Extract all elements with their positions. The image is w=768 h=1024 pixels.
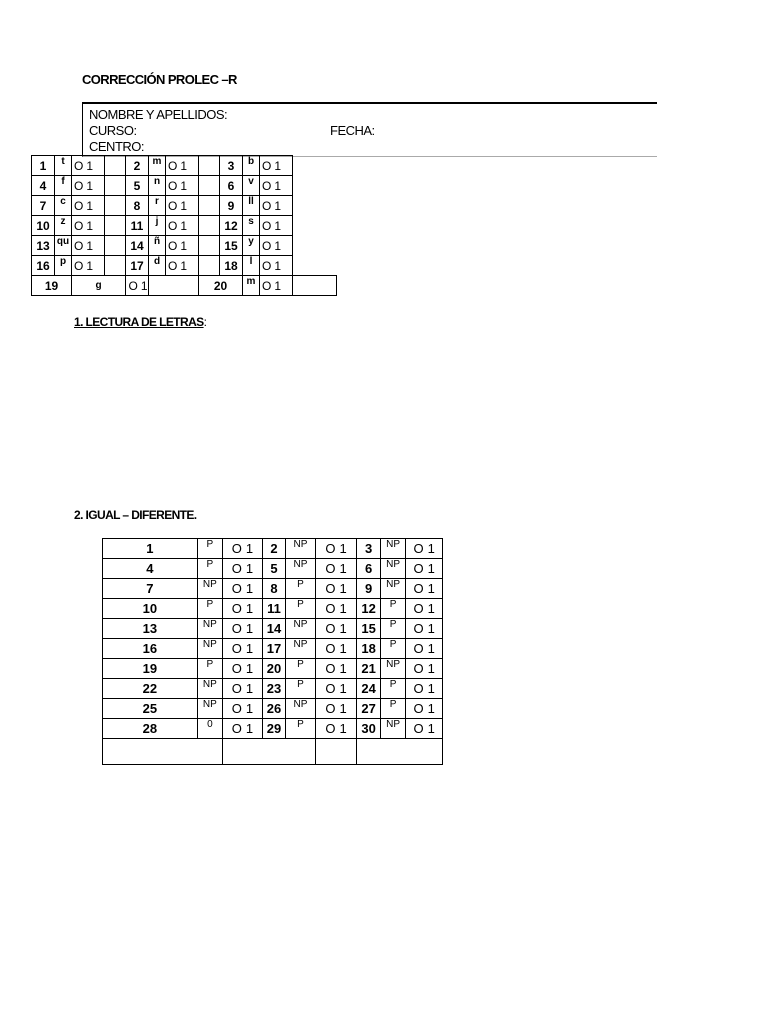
item-number: 4 (103, 559, 198, 579)
score-one-option[interactable]: 1 (274, 198, 282, 213)
score-one-option[interactable]: 1 (427, 621, 435, 636)
score-zero-option[interactable]: O (413, 681, 424, 696)
item-letter: b (243, 156, 260, 176)
item-key: P (286, 719, 316, 739)
score-one-option[interactable]: 1 (86, 198, 94, 213)
item-letter: qu (55, 236, 72, 256)
letters-row (32, 216, 337, 236)
total-cell (223, 739, 316, 765)
empty-cell (105, 256, 126, 276)
pairs-row (103, 699, 443, 719)
score-one-option[interactable]: 1 (245, 601, 254, 616)
score-zero-option[interactable]: O (325, 621, 336, 636)
score-zero-option[interactable]: O (325, 561, 336, 576)
score-options[interactable] (260, 176, 293, 196)
section-letter-reading-colon: : (203, 315, 207, 329)
item-key: NP (197, 579, 222, 599)
item-number: 7 (103, 579, 198, 599)
empty-cell (105, 156, 126, 176)
score-zero-option[interactable]: O (168, 258, 178, 273)
score-options[interactable] (260, 216, 293, 236)
item-number: 18 (220, 256, 243, 276)
score-options[interactable] (406, 639, 443, 659)
score-one-option[interactable]: 1 (274, 178, 282, 193)
item-number: 24 (357, 679, 380, 699)
score-options[interactable] (223, 619, 263, 639)
score-options[interactable] (315, 679, 357, 699)
score-one-option[interactable]: 1 (274, 258, 282, 273)
item-number: 27 (357, 699, 380, 719)
item-number: 8 (126, 196, 149, 216)
score-one-option[interactable]: 1 (427, 721, 435, 736)
item-number: 13 (103, 619, 198, 639)
score-zero-option[interactable]: O (325, 581, 336, 596)
item-key: P (286, 659, 316, 679)
score-zero-option[interactable]: O (231, 681, 242, 696)
item-number: 13 (32, 236, 55, 256)
score-zero-option[interactable]: O (413, 621, 424, 636)
item-number: 22 (103, 679, 198, 699)
score-zero-option[interactable]: O (74, 218, 84, 233)
score-options[interactable] (315, 719, 357, 739)
item-key: NP (197, 699, 222, 719)
item-number: 11 (126, 216, 149, 236)
course-label: CURSO: (89, 123, 137, 138)
item-key: NP (380, 559, 405, 579)
score-one-option[interactable]: 1 (339, 581, 347, 596)
score-one-option[interactable]: 1 (339, 621, 347, 636)
score-one-option[interactable]: 1 (427, 681, 435, 696)
score-options[interactable] (260, 156, 293, 176)
score-options[interactable] (315, 699, 357, 719)
item-number: 6 (357, 559, 380, 579)
letters-row-last (32, 276, 337, 296)
score-one-option[interactable]: 1 (274, 278, 282, 293)
score-options[interactable] (406, 719, 443, 739)
score-options[interactable] (72, 256, 105, 276)
score-zero-option[interactable]: O (74, 178, 84, 193)
score-options[interactable] (223, 699, 263, 719)
empty-cell (199, 196, 220, 216)
item-key: P (286, 599, 316, 619)
item-letter: f (55, 176, 72, 196)
item-key: P (197, 539, 222, 559)
item-key: P (380, 699, 405, 719)
score-zero-option[interactable]: O (325, 681, 336, 696)
score-one-option[interactable]: 1 (274, 158, 282, 173)
pairs-row (103, 639, 443, 659)
score-options[interactable] (406, 559, 443, 579)
score-one-option[interactable]: 1 (86, 238, 94, 253)
score-zero-option[interactable]: O (231, 721, 242, 736)
score-one-option[interactable]: 1 (427, 641, 435, 656)
item-letter: ll (243, 196, 260, 216)
item-number: 14 (126, 236, 149, 256)
item-number: 28 (103, 719, 198, 739)
item-number: 6 (220, 176, 243, 196)
score-one-option[interactable]: 1 (245, 621, 254, 636)
item-number: 17 (262, 639, 285, 659)
score-options[interactable] (406, 619, 443, 639)
empty-cell (105, 176, 126, 196)
item-number: 7 (32, 196, 55, 216)
score-zero-option[interactable]: O (231, 661, 242, 676)
item-key: NP (197, 679, 222, 699)
score-one-option[interactable]: 1 (245, 661, 254, 676)
score-zero-option[interactable]: O (413, 581, 424, 596)
score-zero-option[interactable]: O (168, 158, 178, 173)
score-options[interactable] (223, 559, 263, 579)
item-number: 4 (32, 176, 55, 196)
item-number: 14 (262, 619, 285, 639)
score-one-option[interactable]: 1 (86, 178, 94, 193)
item-number: 29 (262, 719, 285, 739)
document-title: CORRECCIÓN PROLEC –R (82, 72, 237, 87)
score-options[interactable] (166, 156, 199, 176)
item-number: 2 (126, 156, 149, 176)
score-options[interactable] (166, 256, 199, 276)
score-zero-option[interactable]: O (74, 158, 84, 173)
empty-cell (105, 196, 126, 216)
score-one-option[interactable]: 1 (245, 561, 254, 576)
item-letter: s (243, 216, 260, 236)
score-one-option[interactable]: 1 (339, 601, 347, 616)
item-letter: y (243, 236, 260, 256)
score-zero-option[interactable]: O (262, 178, 272, 193)
item-number: 10 (103, 599, 198, 619)
empty-cell (199, 236, 220, 256)
score-one-option[interactable]: 1 (339, 701, 347, 716)
score-options[interactable] (166, 196, 199, 216)
score-options[interactable] (315, 619, 357, 639)
item-letter: m (149, 156, 166, 176)
score-options[interactable] (315, 579, 357, 599)
item-key: 0 (197, 719, 222, 739)
score-zero-option[interactable]: O (262, 198, 272, 213)
item-number: 21 (357, 659, 380, 679)
pairs-row (103, 599, 443, 619)
item-key: NP (380, 579, 405, 599)
item-number: 19 (103, 659, 198, 679)
score-options[interactable] (166, 216, 199, 236)
score-one-option[interactable]: 1 (274, 218, 282, 233)
item-number: 9 (220, 196, 243, 216)
letters-row (32, 256, 337, 276)
score-options[interactable] (72, 176, 105, 196)
score-zero-option[interactable]: O (413, 561, 424, 576)
item-letter: p (55, 256, 72, 276)
score-one-option[interactable]: 1 (427, 701, 435, 716)
total-cell (103, 739, 223, 765)
section-same-different: 2. IGUAL – DIFERENTE. (74, 508, 197, 522)
item-letter: m (243, 276, 260, 296)
item-letter: v (243, 176, 260, 196)
score-one-option[interactable]: 1 (86, 258, 94, 273)
item-key: P (197, 599, 222, 619)
score-zero-option[interactable]: O (231, 701, 242, 716)
item-key: NP (286, 639, 316, 659)
score-options[interactable] (315, 559, 357, 579)
item-number: 10 (32, 216, 55, 236)
pairs-row (103, 539, 443, 559)
score-options[interactable] (72, 196, 105, 216)
score-zero-option[interactable]: O (413, 641, 424, 656)
score-one-option[interactable]: 1 (180, 238, 188, 253)
pairs-row (103, 559, 443, 579)
pairs-row (103, 679, 443, 699)
score-one-option[interactable]: 1 (339, 541, 347, 556)
item-key: P (380, 599, 405, 619)
item-number: 17 (126, 256, 149, 276)
student-info-box (82, 102, 657, 157)
item-number: 15 (357, 619, 380, 639)
score-one-option[interactable]: 1 (180, 258, 188, 273)
item-key: P (286, 679, 316, 699)
score-zero-option[interactable]: O (168, 178, 178, 193)
score-zero-option[interactable]: O (74, 238, 84, 253)
score-options[interactable] (223, 679, 263, 699)
score-one-option[interactable]: 1 (339, 661, 347, 676)
item-number: 18 (357, 639, 380, 659)
item-key: P (197, 559, 222, 579)
letters-row (32, 156, 337, 176)
score-options[interactable] (166, 176, 199, 196)
score-zero-option[interactable]: O (262, 278, 272, 293)
score-zero-option[interactable]: O (413, 701, 424, 716)
score-options[interactable] (406, 659, 443, 679)
score-options[interactable] (126, 276, 149, 296)
empty-cell (199, 216, 220, 236)
item-number: 19 (32, 276, 72, 296)
date-label: FECHA: (330, 123, 375, 138)
score-zero-option[interactable]: O (231, 581, 242, 596)
pairs-row (103, 579, 443, 599)
score-options[interactable] (260, 256, 293, 276)
item-key: NP (286, 559, 316, 579)
score-options[interactable] (315, 599, 357, 619)
same-different-score-table (102, 538, 443, 765)
score-zero-option[interactable]: O (231, 621, 242, 636)
item-key: NP (197, 619, 222, 639)
item-letter: d (149, 256, 166, 276)
pairs-total-row (103, 739, 443, 765)
item-key: P (380, 679, 405, 699)
item-number: 5 (262, 559, 285, 579)
item-key: NP (286, 539, 316, 559)
score-one-option[interactable]: 1 (245, 541, 254, 556)
score-zero-option[interactable]: O (168, 218, 178, 233)
score-zero-option[interactable]: O (413, 721, 424, 736)
empty-cell (293, 276, 337, 296)
pairs-row (103, 719, 443, 739)
score-options[interactable] (260, 196, 293, 216)
item-letter: z (55, 216, 72, 236)
item-key: NP (380, 659, 405, 679)
item-number: 2 (262, 539, 285, 559)
item-key: NP (197, 639, 222, 659)
score-one-option[interactable]: 1 (180, 178, 188, 193)
item-number: 1 (32, 156, 55, 176)
score-options[interactable] (223, 659, 263, 679)
score-one-option[interactable]: 1 (339, 681, 347, 696)
score-zero-option[interactable]: O (325, 701, 336, 716)
score-options[interactable] (260, 276, 293, 296)
item-number: 30 (357, 719, 380, 739)
score-zero-option[interactable]: O (168, 238, 178, 253)
score-options[interactable] (72, 236, 105, 256)
section-letter-reading (74, 315, 206, 329)
score-options[interactable] (315, 659, 357, 679)
score-one-option[interactable]: 1 (245, 641, 254, 656)
score-zero-option[interactable]: O (231, 561, 242, 576)
item-number: 12 (220, 216, 243, 236)
item-number: 26 (262, 699, 285, 719)
score-zero-option[interactable]: O (325, 661, 336, 676)
score-zero-option[interactable]: O (325, 541, 336, 556)
letters-row (32, 236, 337, 256)
score-zero-option[interactable]: O (168, 198, 178, 213)
section-letter-reading-title: 1. LECTURA DE LETRAS (74, 315, 204, 329)
item-key: NP (286, 699, 316, 719)
score-options[interactable] (223, 639, 263, 659)
center-label: CENTRO: (89, 139, 144, 154)
item-letter: t (55, 156, 72, 176)
score-zero-option[interactable]: O (231, 641, 242, 656)
score-options[interactable] (406, 599, 443, 619)
empty-cell (199, 176, 220, 196)
empty-cell (105, 236, 126, 256)
score-options[interactable] (315, 639, 357, 659)
item-key: P (380, 639, 405, 659)
score-one-option[interactable]: 1 (427, 561, 435, 576)
score-one-option[interactable]: 1 (339, 721, 347, 736)
score-one-option[interactable]: 1 (427, 581, 435, 596)
item-number: 23 (262, 679, 285, 699)
item-key: P (380, 619, 405, 639)
item-letter: r (149, 196, 166, 216)
score-options[interactable] (72, 156, 105, 176)
item-letter: g (72, 276, 126, 296)
score-zero-option[interactable]: O (325, 601, 336, 616)
score-one-option[interactable]: 1 (180, 158, 188, 173)
item-letter: c (55, 196, 72, 216)
score-options[interactable] (406, 539, 443, 559)
score-options[interactable] (72, 216, 105, 236)
score-options[interactable] (166, 236, 199, 256)
empty-cell (149, 276, 199, 296)
score-one-option[interactable]: 1 (140, 278, 148, 293)
item-letter: j (149, 216, 166, 236)
item-number: 3 (357, 539, 380, 559)
score-zero-option[interactable]: O (413, 541, 424, 556)
item-key: P (197, 659, 222, 679)
score-options[interactable] (223, 539, 263, 559)
score-one-option[interactable]: 1 (245, 581, 254, 596)
pairs-row (103, 659, 443, 679)
item-number: 12 (357, 599, 380, 619)
score-one-option[interactable]: 1 (86, 218, 94, 233)
score-options[interactable] (406, 679, 443, 699)
score-one-option[interactable]: 1 (245, 701, 254, 716)
score-zero-option[interactable]: O (128, 278, 138, 293)
score-one-option[interactable]: 1 (274, 238, 282, 253)
score-one-option[interactable]: 1 (427, 541, 435, 556)
score-options[interactable] (223, 579, 263, 599)
score-zero-option[interactable]: O (74, 258, 84, 273)
item-number: 16 (103, 639, 198, 659)
letters-row (32, 196, 337, 216)
name-label: NOMBRE Y APELLIDOS: (89, 107, 228, 122)
score-zero-option[interactable]: O (325, 641, 336, 656)
score-one-option[interactable]: 1 (180, 218, 188, 233)
item-key: NP (380, 539, 405, 559)
score-zero-option[interactable]: O (74, 198, 84, 213)
empty-cell (199, 156, 220, 176)
letters-score-table (31, 155, 337, 296)
score-options[interactable] (223, 719, 263, 739)
score-zero-option[interactable]: O (262, 218, 272, 233)
item-letter: ñ (149, 236, 166, 256)
score-zero-option[interactable]: O (262, 158, 272, 173)
score-zero-option[interactable]: O (262, 238, 272, 253)
item-number: 3 (220, 156, 243, 176)
item-number: 16 (32, 256, 55, 276)
item-letter: l (243, 256, 260, 276)
item-number: 5 (126, 176, 149, 196)
score-options[interactable] (406, 579, 443, 599)
score-options[interactable] (260, 236, 293, 256)
score-options[interactable] (315, 539, 357, 559)
total-cell (315, 739, 357, 765)
score-one-option[interactable]: 1 (180, 198, 188, 213)
item-number: 9 (357, 579, 380, 599)
score-zero-option[interactable]: O (413, 661, 424, 676)
item-key: NP (286, 619, 316, 639)
score-one-option[interactable]: 1 (339, 561, 347, 576)
score-one-option[interactable]: 1 (339, 641, 347, 656)
item-number: 1 (103, 539, 198, 559)
score-one-option[interactable]: 1 (245, 681, 254, 696)
item-letter: n (149, 176, 166, 196)
item-number: 20 (262, 659, 285, 679)
score-options[interactable] (406, 699, 443, 719)
item-number: 11 (262, 599, 285, 619)
empty-cell (105, 216, 126, 236)
score-zero-option[interactable]: O (325, 721, 336, 736)
score-zero-option[interactable]: O (413, 601, 424, 616)
item-key: NP (380, 719, 405, 739)
letters-row (32, 176, 337, 196)
item-number: 15 (220, 236, 243, 256)
item-number: 20 (199, 276, 243, 296)
total-cell (357, 739, 443, 765)
score-one-option[interactable]: 1 (86, 158, 94, 173)
score-options[interactable] (223, 599, 263, 619)
item-number: 25 (103, 699, 198, 719)
score-zero-option[interactable]: O (262, 258, 272, 273)
item-key: P (286, 579, 316, 599)
score-one-option[interactable]: 1 (427, 601, 435, 616)
empty-cell (199, 256, 220, 276)
score-zero-option[interactable]: O (231, 541, 242, 556)
score-one-option[interactable]: 1 (245, 721, 254, 736)
pairs-row (103, 619, 443, 639)
score-one-option[interactable]: 1 (427, 661, 435, 676)
item-number: 8 (262, 579, 285, 599)
score-zero-option[interactable]: O (231, 601, 242, 616)
